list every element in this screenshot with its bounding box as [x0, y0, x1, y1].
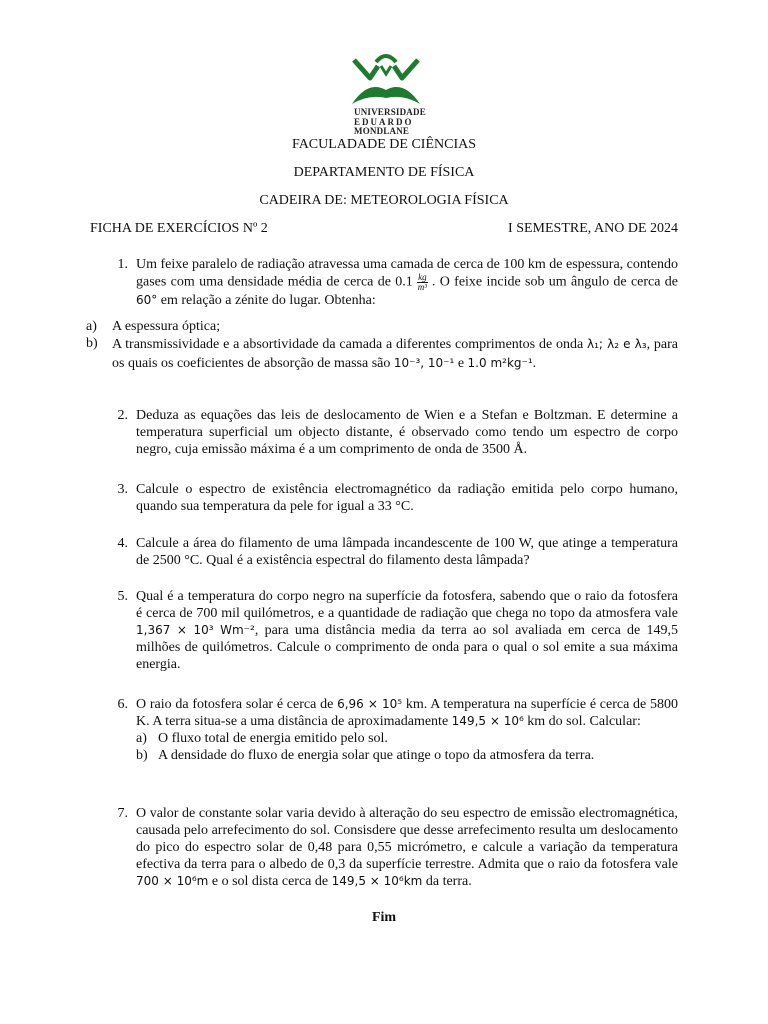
item-text: A espessura óptica; [112, 319, 221, 334]
question-text-part: O valor de constante solar varia devido à alteração do seu espectro de emissão electromagnética, causada pelo arrefecimento do sol. Consisdere que desse arrefecimento resulta um deslocamento do pico do espectro solar de 0,48 para 0,55 micrómetro, e calcule a variação da temperatura efectiva da terra para o albedo de 0,3 da superfície terrestre. Admita que o raio da fotosfera vale [136, 806, 678, 872]
question-text [136, 805, 678, 890]
question-3 [116, 481, 678, 515]
question-5 [116, 588, 678, 673]
question-text-part: em relação a zénite do lugar. Obtenha: [160, 293, 376, 308]
logo-emblem-icon [348, 52, 424, 108]
question-number: 7. [117, 806, 128, 821]
question-text-part: . O feixe incide sob um ângulo de cerca de [431, 274, 678, 290]
question-2 [116, 407, 678, 458]
item-text-part: A transmissividade e a absortividade da camada a diferentes comprimentos de onda [112, 337, 584, 352]
item-label: b) [86, 336, 98, 351]
question-1-item-b [86, 335, 678, 373]
sun-distance-value: 149,5 × 10⁶km [331, 874, 423, 888]
course-title: CADEIRA DE: METEOROLOGIA FÍSICA [259, 193, 509, 208]
item-text: O fluxo total de energia emitido pelo sol. [158, 731, 388, 746]
photosphere-radius-value: 700 × 10⁶m [136, 874, 209, 888]
angle-value: 60° [136, 293, 158, 307]
photosphere-radius-value: 6,96 × 10⁵ [337, 697, 403, 711]
question-text-part: , para uma distância media da terra ao sol avaliada em cerca de 149,5 milhões de quilómetros. Calcule o comprimento de onda para o qual o sol emite a sua máxima energia. [136, 623, 678, 672]
question-number: 2. [117, 408, 128, 423]
question-number: 5. [117, 589, 128, 604]
item-text: A densidade do fluxo de energia solar que atinge o topo da atmosfera da terra. [158, 748, 595, 763]
question-text-part: Um feixe paralelo de radiação atravessa uma camada de cerca de 100 km de espessura, contendo gases com uma densidade média de cerca de 0.1 [136, 257, 678, 290]
university-logo [348, 52, 424, 108]
question-text-part: Qual é a temperatura do corpo negro na superfície da fotosfera, sabendo que o raio da fotosfera é cerca de 700 mil quilómetros, e a quantidade de radiação que chega no topo da atmosfera vale [136, 589, 678, 621]
distance-value: 149,5 × 10⁶ [451, 714, 524, 728]
item-label: b) [136, 748, 148, 763]
item-label: a) [86, 319, 97, 334]
item-text-part: . [532, 356, 537, 371]
question-text-part: km do sol. Calcular: [527, 714, 641, 729]
university-name-line: UNIVERSIDADE [354, 107, 426, 117]
question-number: 3. [117, 482, 128, 497]
item-text [112, 335, 678, 373]
sheet-info-row [90, 221, 678, 237]
question-text-part: da terra. [425, 874, 472, 889]
fraction-numerator: kg [418, 272, 427, 282]
semester-label: I SEMESTRE, ANO DE 2024 [508, 221, 678, 236]
question-text [136, 588, 678, 673]
question-1-item-a [86, 318, 678, 335]
item-text-part: e [457, 356, 465, 371]
absorption-last-value: 1.0 m²kg⁻¹ [467, 356, 533, 370]
question-text [136, 256, 678, 309]
absorption-values: 10⁻³, 10⁻¹ [393, 356, 455, 370]
question-text-part: e o sol dista cerca de [211, 874, 329, 889]
question-7 [116, 805, 678, 890]
fraction-denominator: m³ [417, 282, 427, 292]
question-number: 6. [117, 697, 128, 712]
item-label: a) [136, 731, 147, 746]
question-text [136, 696, 678, 764]
sheet-number: FICHA DE EXERCÍCIOS Nº 2 [90, 221, 268, 236]
radiation-value: 1,367 × 10³ Wm⁻² [136, 623, 255, 637]
question-4 [116, 535, 678, 569]
density-unit-fraction [417, 273, 428, 292]
end-marker: Fim [371, 910, 397, 925]
question-text-part: km. A temperatura na superfície é cerca de 5800 K. A terra situa-se a uma distância de aproximadamente [136, 697, 679, 729]
question-6-item-a [136, 730, 678, 747]
university-name [354, 108, 426, 137]
university-name-line: EDUARDO [354, 116, 414, 127]
question-6 [116, 696, 678, 764]
question-text: Deduza as equações das leis de deslocamento de Wien e a Stefan e Boltzman. E determine a temperatura superficial um objecto distante, é observado como tendo um espectro de corpo negro, cuja emissão máxima é a um comprimento de onda de 3500 Å. [136, 408, 678, 457]
question-number: 1. [117, 257, 128, 272]
faculty-title: FACULADADE DE CIÊNCIAS [291, 137, 477, 152]
question-text: Calcule a área do filamento de uma lâmpada incandescente de 100 W, que atinge a temperatura de 2500 °C. Qual é a existência espectral do filamento desta lâmpada? [136, 536, 678, 568]
question-number: 4. [117, 536, 128, 551]
item-text-part: , para os quais os coeficientes de absorção de massa são [112, 337, 679, 371]
question-1 [116, 256, 678, 309]
university-name-line: MONDLANE [354, 126, 410, 136]
wavelength-symbols: λ₁; λ₂ e λ₃ [587, 337, 647, 351]
department-title: DEPARTAMENTO DE FÍSICA [293, 165, 475, 180]
question-text-part: O raio da fotosfera solar é cerca de [136, 697, 334, 712]
question-text: Calcule o espectro de existência electromagnético da radiação emitida pelo corpo humano, quando sua temperatura da pele for igual a 33 °C. [136, 482, 678, 514]
question-6-item-b [136, 747, 678, 764]
